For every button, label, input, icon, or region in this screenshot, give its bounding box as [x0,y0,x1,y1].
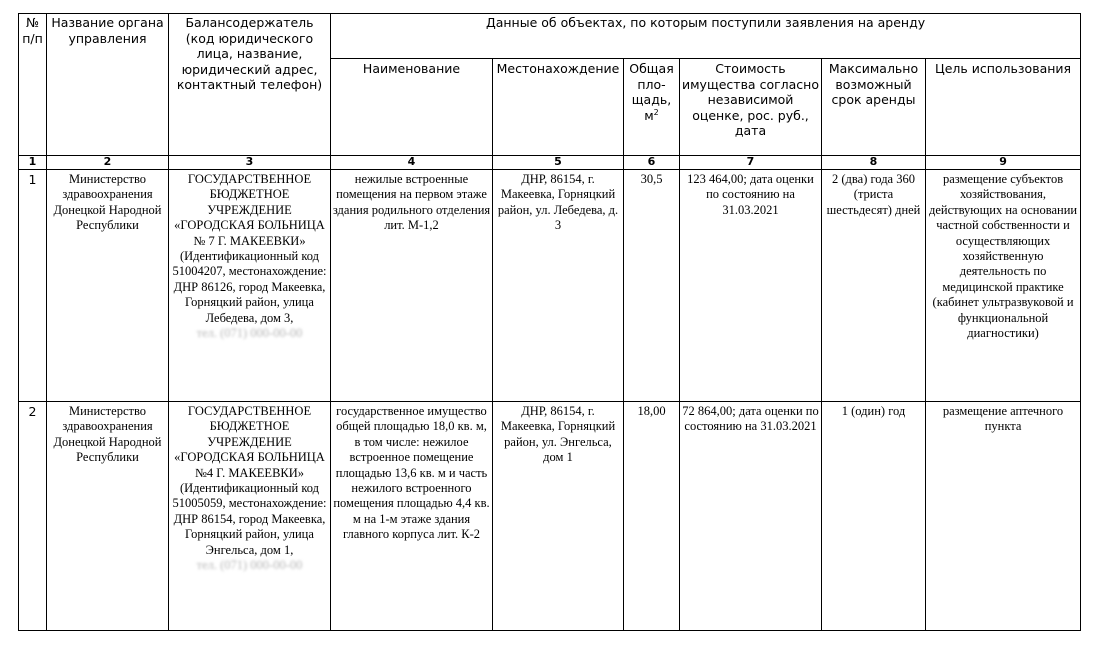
row-location: ДНР, 86154, г. Макеевка, Горняцкий район, ул. Лебедева, д. 3 [493,170,624,402]
row-holder-redacted: тел. (071) 000-00-00 [196,558,303,573]
row-number: 2 [19,402,47,631]
table-row [19,402,1081,631]
column-number: 9 [926,156,1081,170]
row-authority: Министерство здравоохранения Донецкой Народной Республики [47,170,169,402]
column-number: 7 [680,156,822,170]
row-holder-redacted: тел. (071) 000-00-00 [196,326,303,341]
row-holder [169,402,331,631]
row-holder-text: ГОСУДАРСТВЕННОЕ БЮДЖЕТНОЕ УЧРЕЖДЕНИЕ «ГОРОДСКАЯ БОЛЬНИЦА № 7 Г. МАКЕЕВКИ» (Идентификационный код 51004207, местонахождение: ДНР 86126, город Макеевка, Горняцкий район, улица Лебедева, дом 3, [172,172,327,325]
header-authority: Название органа управления [47,14,169,156]
header-cost: Стоимость имущества согласно независимой оценке, рос. руб., дата [680,59,822,156]
row-number: 1 [19,170,47,402]
header-row-top [19,14,1081,59]
row-object-name: государственное имущество общей площадью 18,0 кв. м, в том числе: нежилое встроенное помещение площадью 13,6 кв. м и часть нежилого встроенного помещения площадью 4,4 кв. м на 1-м этаже здания главного корпуса лит. К-2 [331,402,493,631]
header-term: Максимально возможный срок аренды [822,59,926,156]
row-object-name: нежилые встроенные помещения на первом этаже здания родильного отделения лит. М-1,2 [331,170,493,402]
column-number: 4 [331,156,493,170]
column-number: 6 [624,156,680,170]
column-number: 3 [169,156,331,170]
header-area-sup: 2 [653,107,659,117]
header-area [624,59,680,156]
row-cost: 123 464,00; дата оценки по состоянию на 31.03.2021 [680,170,822,402]
row-area: 18,00 [624,402,680,631]
header-purpose: Цель использования [926,59,1081,156]
header-holder: Балансодержатель (код юридического лица, название, юридический адрес, контактный телефон) [169,14,331,156]
header-name: Наименование [331,59,493,156]
row-purpose: размещение аптечного пункта [926,402,1081,631]
table-row [19,170,1081,402]
row-holder [169,170,331,402]
row-term: 1 (один) год [822,402,926,631]
row-cost: 72 864,00; дата оценки по состоянию на 31.03.2021 [680,402,822,631]
column-number: 5 [493,156,624,170]
column-number: 8 [822,156,926,170]
header-num: № п/п [19,14,47,156]
column-numbers-row [19,156,1081,170]
header-area-label: Общая пло-щадь, м [629,61,674,123]
objects-table [18,13,1081,631]
header-group-title: Данные об объектах, по которым поступили заявления на аренду [331,14,1081,59]
row-area: 30,5 [624,170,680,402]
row-holder-text: ГОСУДАРСТВЕННОЕ БЮДЖЕТНОЕ УЧРЕЖДЕНИЕ «ГОРОДСКАЯ БОЛЬНИЦА №4 Г. МАКЕЕВКИ» (Идентификационный код 51005059, местонахождение: ДНР 86154, город Макеевка, Горняцкий район, улица Энгельса, дом 1, [172,404,327,557]
row-term: 2 (два) года 360 (триста шестьдесят) дней [822,170,926,402]
column-number: 2 [47,156,169,170]
row-location: ДНР, 86154, г. Макеевка, Горняцкий район, ул. Энгельса, дом 1 [493,402,624,631]
header-location: Местонахождение [493,59,624,156]
column-number: 1 [19,156,47,170]
row-purpose: размещение субъектов хозяйствования, действующих на основании частной собственности и осуществляющих хозяйственную деятельность по медицинской практике (кабинет ультразвуковой и функциональной диагностики) [926,170,1081,402]
row-authority: Министерство здравоохранения Донецкой Народной Республики [47,402,169,631]
